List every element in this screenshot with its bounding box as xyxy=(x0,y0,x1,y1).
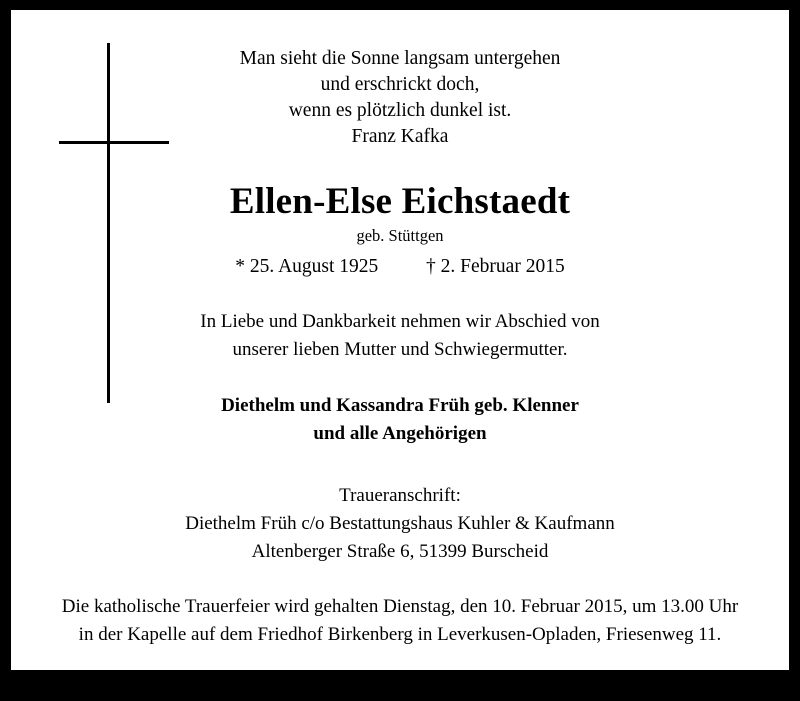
ceremony-line-2: in der Kapelle auf dem Friedhof Birkenberg in Leverkusen-Opladen, Friesenweg 11. xyxy=(78,624,722,645)
poem-line-1: Man sieht die Sonne langsam untergehen xyxy=(239,48,561,69)
deceased-name: Ellen-Else Eichstaedt xyxy=(229,181,571,222)
family-names-line-2: und alle Angehörigen xyxy=(313,423,487,444)
poem-line-3: wenn es plötzlich dunkel ist. xyxy=(288,100,512,121)
obituary-card xyxy=(11,10,789,697)
mourning-address-label: Traueranschrift: xyxy=(339,485,461,506)
poem-author: Franz Kafka xyxy=(351,126,449,147)
farewell-message-line-1: In Liebe und Dankbarkeit nehmen wir Abschied von xyxy=(200,311,600,332)
closing-note: Daran anschließend ist die Beisetzung. xyxy=(252,676,548,697)
death-date: † 2. Februar 2015 xyxy=(426,256,565,277)
poem-line-2: und erschrickt doch, xyxy=(320,74,480,95)
ceremony-details xyxy=(11,593,789,649)
farewell-message xyxy=(11,308,789,364)
birth-date: * 25. August 1925 xyxy=(235,256,379,277)
deceased-maiden-name: geb. Stüttgen xyxy=(356,226,444,245)
life-dates xyxy=(11,254,789,280)
obituary-content xyxy=(11,10,789,701)
family-names-line-1: Diethelm und Kassandra Früh geb. Klenner xyxy=(221,395,579,416)
mourning-address xyxy=(11,482,789,566)
family-names xyxy=(11,392,789,448)
mourning-address-line-2: Altenberger Straße 6, 51399 Burscheid xyxy=(251,541,549,562)
poem-block xyxy=(11,46,789,150)
farewell-message-line-2: unserer lieben Mutter und Schwiegermutter. xyxy=(232,339,568,360)
ceremony-line-1: Die katholische Trauerfeier wird gehalten Dienstag, den 10. Februar 2015, um 13.00 Uhr xyxy=(61,596,739,617)
mourning-address-line-1: Diethelm Früh c/o Bestattungshaus Kuhler & Kaufmann xyxy=(185,513,615,534)
